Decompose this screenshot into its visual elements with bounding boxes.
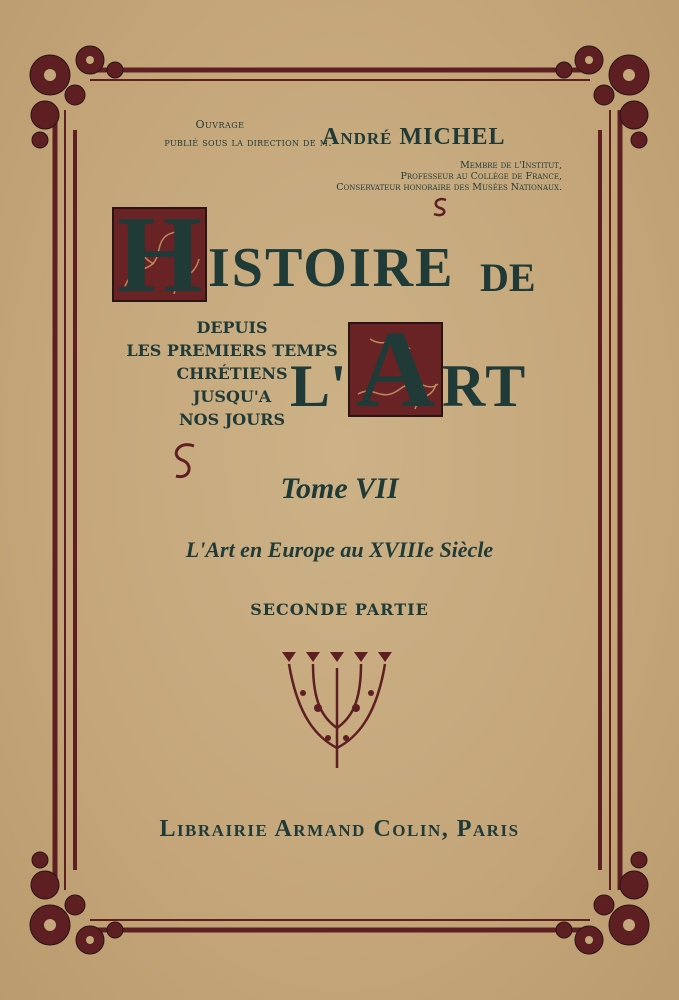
subtitle-line: JUSQU'A — [192, 387, 272, 406]
corner-ornament-br — [556, 852, 649, 954]
corner-ornament-tr — [556, 46, 649, 148]
title-de: DE — [480, 255, 536, 300]
dropcap-letter: H — [116, 193, 203, 315]
credential-line: Membre de l'Institut, — [460, 160, 562, 171]
tree-ornament — [278, 648, 402, 772]
title-rt: RT — [442, 353, 528, 419]
author-credentials — [322, 160, 562, 193]
subtitle-line: LES PREMIERS TEMPS — [126, 341, 338, 360]
volume-title: L'Art en Europe au XVIIIe Siècle — [185, 537, 494, 562]
subtitle-line: NOS JOURS — [179, 410, 285, 429]
dropcap-h — [112, 193, 207, 315]
squiggle-ornament — [428, 196, 454, 218]
ouvrage-label: Ouvrage — [195, 118, 245, 131]
publisher: Librairie Armand Colin, Paris — [159, 816, 520, 842]
credential-line: Professeur au Collège de France, — [400, 171, 562, 182]
credential-line: Conservateur honoraire des Musées Nationaux. — [336, 182, 562, 193]
publie-label: publié sous la direction de m. — [164, 136, 332, 149]
title-istoire: ISTOIRE — [208, 237, 455, 299]
part-label: SECONDE PARTIE — [250, 600, 429, 619]
title-l: L' — [290, 353, 347, 419]
author-name: André MICHEL — [322, 124, 506, 150]
subtitle-line: CHRÉTIENS — [176, 364, 288, 383]
tome-number: Tome VII — [280, 472, 399, 505]
dropcap-a — [348, 308, 443, 430]
dropcap-letter: A — [355, 308, 436, 430]
subtitle-line: DEPUIS — [196, 318, 268, 337]
